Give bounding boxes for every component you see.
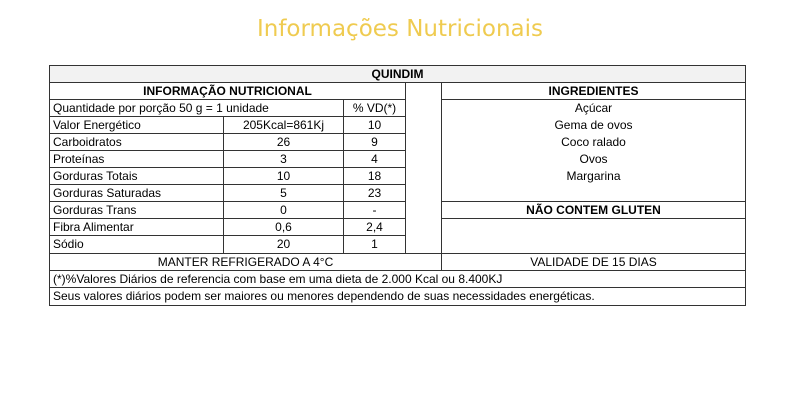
portion-row [50, 100, 405, 117]
nutrient-vd: 10 [367, 118, 382, 132]
nutrient-name: Valor Energético [50, 117, 224, 133]
product-name: QUINDIM [50, 66, 745, 83]
nutrient-amount: 0,6 [224, 219, 344, 235]
ingredient-item: Margarina [566, 169, 621, 183]
nutrient-vd: 4 [371, 152, 378, 166]
nutrient-vd: 1 [371, 237, 378, 251]
table-row [50, 134, 405, 151]
ingredient-item: Coco ralado [561, 135, 626, 149]
ingredients-list [442, 100, 745, 202]
nutrient-name: Proteínas [50, 151, 224, 167]
nutrient-name: Carboidratos [50, 134, 224, 150]
table-row [50, 168, 405, 185]
storage-row [50, 254, 745, 271]
nutrient-vd: - [372, 203, 377, 217]
nutrient-name: Gorduras Trans [50, 202, 224, 218]
ingredients-header: INGREDIENTES [442, 83, 745, 100]
ingredient-item: Ovos [579, 152, 608, 166]
table-row [50, 117, 405, 134]
spacer-column [406, 83, 442, 253]
nutrient-name: Gorduras Saturadas [50, 185, 224, 201]
nutrient-vd: 9 [371, 135, 378, 149]
table-row [50, 202, 405, 219]
table-row [50, 151, 405, 168]
nutrient-amount: 26 [224, 134, 344, 150]
footnote-disclaimer: Seus valores diários podem ser maiores ou menores dependendo de suas necessidades energéticas. [53, 289, 595, 303]
nutrient-amount: 5 [224, 185, 344, 201]
nutrient-vd: 18 [367, 169, 382, 183]
nutrient-amount: 20 [224, 236, 344, 253]
portion-label: Quantidade por porção 50 g = 1 unidade [50, 100, 344, 116]
nutrition-table [49, 65, 746, 306]
gluten-notice: NÃO CONTEM GLUTEN [442, 202, 745, 219]
table-row [50, 236, 405, 253]
table-body [50, 83, 745, 254]
nutrient-amount: 10 [224, 168, 344, 184]
nutrient-vd: 23 [367, 186, 382, 200]
vd-label: % VD(*) [352, 101, 397, 115]
storage-instructions: MANTER REFRIGERADO A 4°C [50, 254, 442, 270]
nutrition-header: INFORMAÇÃO NUTRICIONAL [143, 84, 312, 98]
nutrition-header-row [50, 83, 405, 100]
nutrient-amount: 0 [224, 202, 344, 218]
nutrition-section [50, 83, 406, 253]
empty-cell [442, 219, 745, 236]
nutrient-amount: 3 [224, 151, 344, 167]
nutrient-name: Fibra Alimentar [50, 219, 224, 235]
nutrient-amount: 205Kcal=861Kj [224, 117, 344, 133]
ingredients-section [442, 83, 745, 253]
nutrient-name: Gorduras Totais [50, 168, 224, 184]
nutrient-name: Sódio [50, 236, 224, 253]
validity-text: VALIDADE DE 15 DIAS [530, 255, 657, 269]
nutrient-vd: 2,4 [366, 220, 383, 234]
ingredient-item: Açúcar [574, 101, 613, 115]
table-row [50, 185, 405, 202]
ingredient-item: Gema de ovos [554, 118, 633, 132]
page-title: Informações Nutricionais [256, 16, 544, 42]
footnote-daily-values: (*)%Valores Diários de referencia com base em uma dieta de 2.000 Kcal ou 8.400KJ [50, 271, 745, 288]
table-row [50, 219, 405, 236]
